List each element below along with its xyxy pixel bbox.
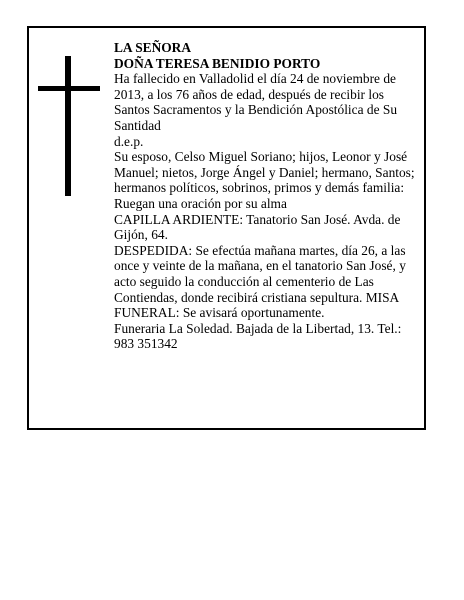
dep-abbreviation: d.e.p.	[114, 133, 144, 149]
cross-vertical-bar	[65, 56, 71, 196]
cross-horizontal-bar	[38, 86, 100, 91]
death-announcement: Ha fallecido en Valladolid el día 24 de noviembre de 2013, a los 76 años de edad, después de recibir los Santos Sacramentos y la Bendición Apostólica de Su Santidad	[114, 71, 398, 133]
cross-icon	[38, 56, 100, 196]
prayer-request: Ruegan una oración por su alma	[114, 195, 287, 211]
chapel-info: CAPILLA ARDIENTE: Tanatorio San José. Avda. de Gijón, 64.	[114, 211, 401, 243]
obituary-text	[114, 40, 416, 352]
notice-title: LA SEÑORA	[114, 40, 192, 55]
deceased-name: DOÑA TERESA BENIDIO PORTO	[114, 55, 321, 71]
family-list: Su esposo, Celso Miguel Soriano; hijos, Leonor y José Manuel; nietos, Jorge Ángel y Daniel; hermano, Santos; hermanos políticos, sobrinos, primos y demás familia:	[114, 149, 415, 196]
funeral-home-info: Funeraria La Soledad. Bajada de la Libertad, 13. Tel.: 983 351342	[114, 320, 402, 352]
farewell-info: DESPEDIDA: Se efectúa mañana martes, día 26, a las once y veinte de la mañana, en el tanatorio San José, y acto seguido la conducción al cementerio de Las Contiendas, donde recibirá cristiana sepultura. MISA FUNERAL: Se avisará oportunamente.	[114, 242, 406, 321]
